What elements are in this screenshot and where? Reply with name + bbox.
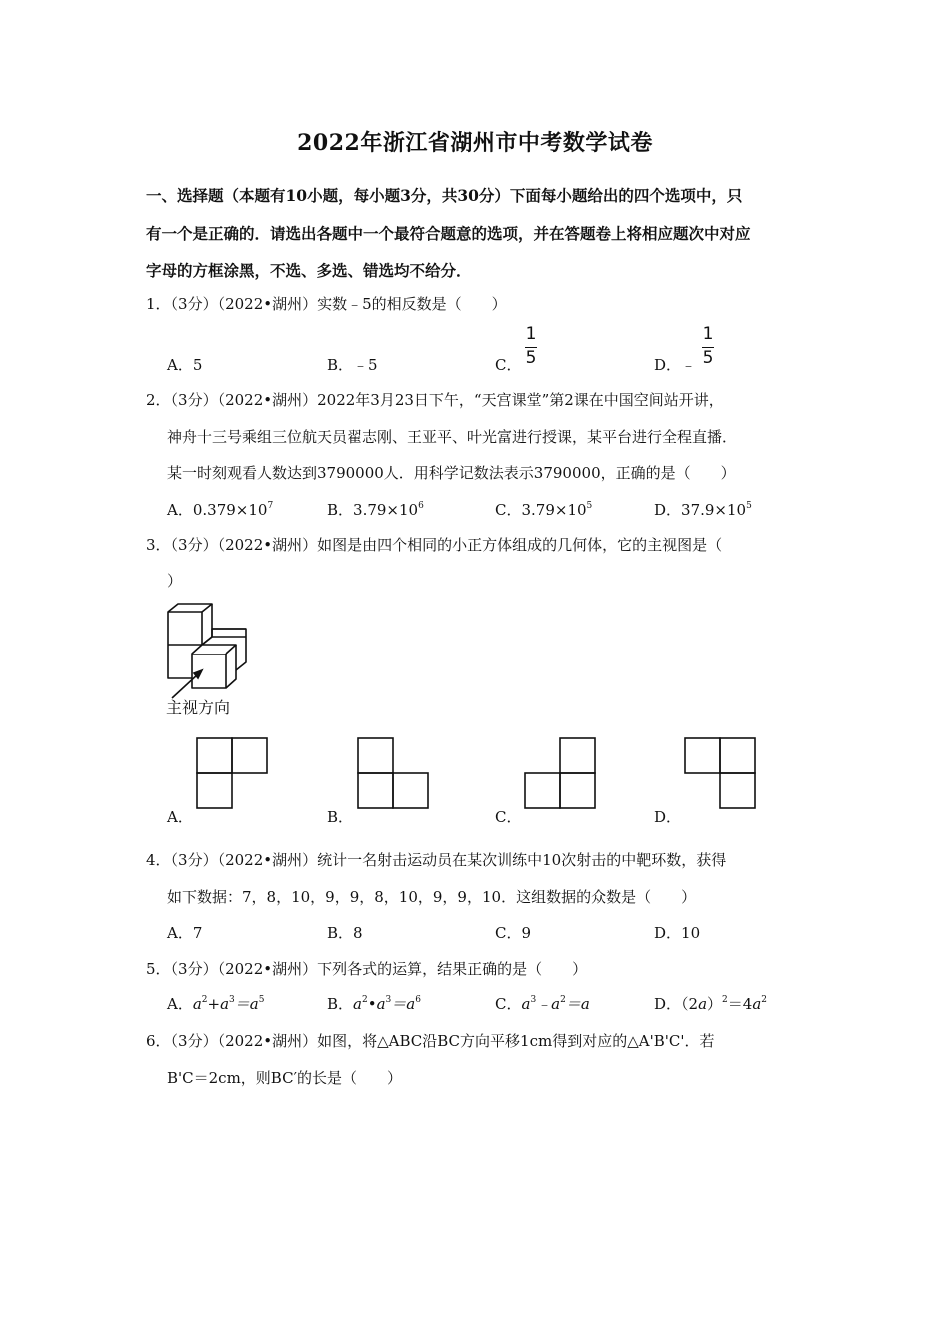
q5-b-label: B． [327,995,354,1013]
q5-b-var-2: •a [367,995,386,1013]
q2-option-c [495,499,592,520]
figure-caption-view-direction: 主视方向 [166,698,231,717]
question-6-line-1: 6．（3分）（2022•湖州）如图，将△ABC沿BC方向平移1cm得到对应的△A'B'C'．若 [146,1032,715,1050]
q5-d-exp-1: 2 [722,995,728,1005]
q4-option-a: A．7 [167,924,203,942]
section-instruction-line-2: 有一个是正确的．请选出各题中一个最符合题意的选项，并在答题卷上将相应题次中对应 [146,224,751,243]
q5-b-var-1: a [353,995,362,1013]
q5-d-var-2: a [752,995,762,1013]
q1-option-d-label: D．﹣ [654,356,697,374]
q5-c-var-2: ﹣a [536,995,561,1013]
q3-option-c-figure [524,737,596,809]
q5-b-var-3: ＝a [391,995,416,1013]
q4-option-d: D．10 [654,924,701,942]
question-2-line-2: 神舟十三号乘组三位航天员翟志刚、王亚平、叶光富进行授课，某平台进行全程直播． [167,428,738,446]
q5-a-label: A． [167,995,193,1013]
q1-d-numerator: 1 [702,324,714,344]
question-5-stem: 5．（3分）（2022•湖州）下列各式的运算，结果正确的是（ ） [146,960,588,978]
q3-option-d-figure [684,737,756,809]
q2-a-exponent: 7 [267,501,274,511]
cube-front-top [192,645,236,654]
question-6-line-2: B'C＝2cm，则BC′的长是（ ） [167,1069,402,1087]
q3-option-b-label: B． [327,808,354,826]
q5-c-exp-1: 3 [530,995,537,1005]
cube-solid-figure [160,600,260,700]
q5-d-part-3: ＝4 [727,995,753,1013]
q2-b-exponent: 6 [418,501,424,511]
q2-d-text: D．37.9×10 [654,501,747,519]
question-3-line-2: ） [167,572,183,590]
q5-c-label: C． [495,995,522,1013]
q1-option-c-label: C． [495,356,522,374]
q2-a-text: A．0.379×10 [167,501,268,519]
q1-d-denominator: 5 [702,348,714,368]
question-2-line-1: 2．（3分）（2022•湖州）2022年3月23日下午，“天宫课堂”第2课在中国空间站开讲， [146,391,724,409]
q5-a-var-1: a [192,995,202,1013]
question-1-stem: 1．（3分）（2022•湖州）实数﹣5的相反数是（ ） [146,295,507,313]
q2-b-text: B．3.79×10 [327,501,419,519]
q5-d-exp-2: 2 [761,995,768,1005]
q5-c-var-3: ＝a [565,995,590,1013]
q1-option-a: A．5 [167,356,203,374]
cube-right-top-edge [202,637,246,645]
section-instruction-line-1: 一、选择题（本题有10小题，每小题3分，共30分）下面每小题给出的四个选项中，只 [146,186,743,205]
q2-d-exponent: 5 [746,501,752,511]
q5-d-part-1: （2 [681,995,699,1013]
question-3-line-1: 3．（3分）（2022•湖州）如图是由四个相同的小正方体组成的几何体，它的主视图是（ [146,536,723,554]
q1-c-denominator: 5 [525,348,537,368]
question-4-line-2: 如下数据：7，8，10，9，9，8，10，9，9，10．这组数据的众数是（ ） [167,888,697,906]
q2-option-a [167,499,273,520]
q5-b-exp-1: 2 [361,995,368,1005]
q5-b-exp-3: 6 [415,995,421,1005]
question-2-line-3: 某一时刻观看人数达到3790000人．用科学记数法表示3790000，正确的是（ ） [167,464,736,482]
cube-column-top [168,604,212,612]
q5-d-label: D． [654,995,682,1013]
q2-c-text: C．3.79×10 [495,501,587,519]
q5-c-var-1: a [521,995,531,1013]
q5-option-b [327,993,421,1014]
q5-a-var-2: +a [207,995,230,1013]
q3-option-c-label: C． [495,808,522,826]
page-title: 2022年浙江省湖州市中考数学试卷 [297,130,653,156]
q5-d-var-1: a [698,995,708,1013]
q5-option-c [495,993,590,1014]
q2-c-exponent: 5 [586,501,593,511]
q5-a-exp-3: 5 [258,995,265,1005]
q1-option-b: B．﹣5 [327,356,378,374]
q5-option-d [654,993,767,1014]
q4-option-c: C．9 [495,924,532,942]
q5-option-a [167,993,264,1014]
q3-option-d-label: D． [654,808,682,826]
q5-a-var-3: ＝a [234,995,259,1013]
q1-c-numerator: 1 [525,324,537,344]
q2-option-b [327,499,424,520]
q5-c-exp-2: 2 [560,995,566,1005]
q5-a-exp-2: 3 [229,995,235,1005]
section-instruction-line-3: 字母的方框涂黑，不选、多选、错选均不给分． [146,261,472,280]
question-4-line-1: 4．（3分）（2022•湖州）统计一名射击运动员在某次训练中10次射击的中靶环数，获得 [146,851,727,869]
q4-option-b: B．8 [327,924,363,942]
q3-option-a-label: A． [167,808,193,826]
q5-b-exp-2: 3 [385,995,392,1005]
q3-option-b-figure [357,737,429,809]
q5-d-part-2: ） [707,995,723,1013]
q2-option-d [654,499,752,520]
q3-option-a-figure [196,737,268,809]
q5-a-exp-1: 2 [201,995,208,1005]
